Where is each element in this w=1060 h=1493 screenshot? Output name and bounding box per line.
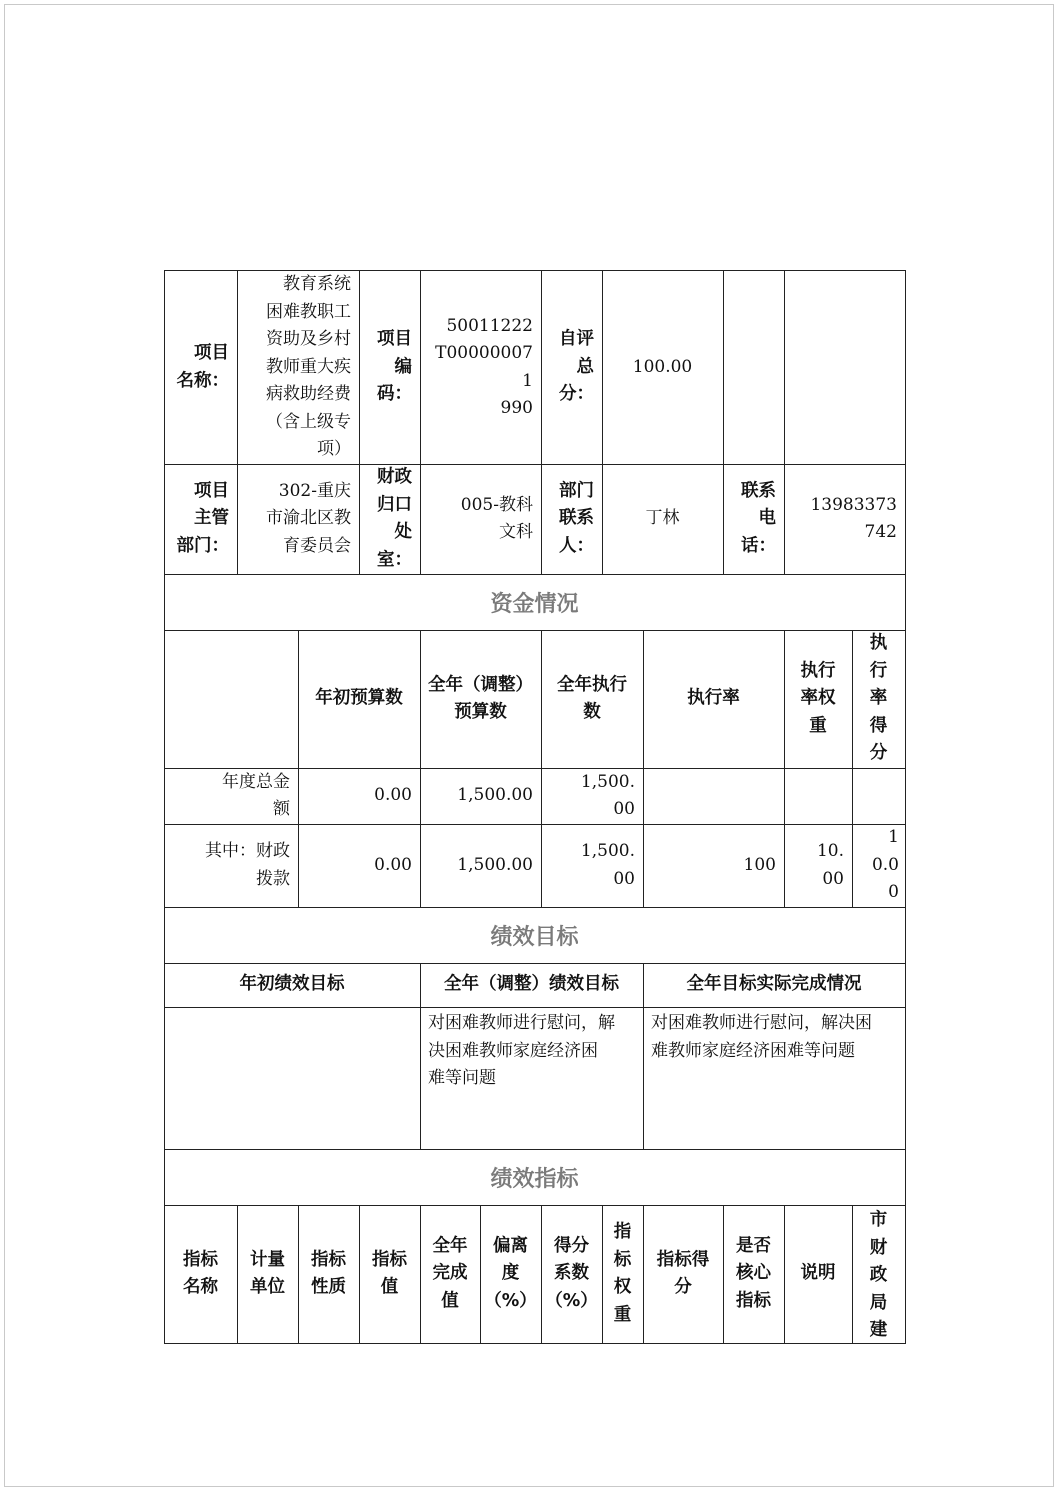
table-border-vertical <box>723 270 724 575</box>
goals-header-actual: 全年目标实际完成情况 <box>686 974 862 995</box>
project-code-value: 50011222 T000000071 990 <box>435 315 533 418</box>
indicator-header-unit: 计量 单位 <box>250 1249 285 1297</box>
table-border-horizontal <box>164 1205 906 1206</box>
table-border-vertical <box>541 270 542 575</box>
table-border-horizontal <box>164 1007 906 1008</box>
goals-actual-text: 对困难教师进行慰问，解决困 难教师家庭经济困难等问题 <box>651 1013 872 1061</box>
table-border-horizontal <box>164 464 906 465</box>
table-border-horizontal <box>164 963 906 964</box>
goals-section-title: 绩效目标 <box>490 924 579 950</box>
funds-row-total-adjusted: 1,500.00 <box>457 785 533 806</box>
indicator-header-score: 指标得 分 <box>656 1249 710 1297</box>
table-border-vertical <box>480 1205 481 1344</box>
table-border-vertical <box>420 963 421 1150</box>
indicator-header-core: 是否 核心 指标 <box>736 1235 771 1311</box>
funds-row-fiscal-rate: 100 <box>743 854 776 875</box>
table-border-vertical <box>541 630 542 908</box>
table-border-vertical <box>905 270 906 1344</box>
finance-office-value: 005-教科 文科 <box>460 494 533 542</box>
table-border-vertical <box>643 963 644 1150</box>
funds-header-executed: 全年执行 数 <box>557 674 627 722</box>
funds-header-rate: 执行率 <box>687 688 740 709</box>
table-border-vertical <box>643 1205 644 1344</box>
project-name-label: 项目 名称： <box>176 343 229 391</box>
table-border-horizontal <box>164 574 906 575</box>
goals-initial-text <box>164 1007 420 1149</box>
indicator-header-name: 指标 名称 <box>183 1249 218 1297</box>
table-border-vertical <box>420 630 421 908</box>
table-border-horizontal <box>164 1149 906 1150</box>
funds-row-total-executed: 1,500. 00 <box>580 771 635 819</box>
goals-header-initial: 年初绩效目标 <box>239 974 345 995</box>
funds-row-fiscal-adjusted: 1,500.00 <box>457 854 533 875</box>
self-score-value: 100.00 <box>632 356 693 377</box>
table-border-vertical <box>723 1205 724 1344</box>
indicator-header-deviation: 偏离 度 （%） <box>484 1235 537 1311</box>
funds-row-total-label: 年度总金 额 <box>222 771 290 819</box>
indicator-header-weight: 指 标 权 重 <box>613 1222 632 1325</box>
indicator-header-finance-bureau: 市 财 政 局 建 <box>869 1210 888 1340</box>
funds-row-fiscal-executed: 1,500. 00 <box>580 841 635 889</box>
funds-section-title: 资金情况 <box>490 591 579 617</box>
table-border-vertical <box>784 630 785 908</box>
goals-header-adjusted: 全年（调整）绩效目标 <box>444 974 619 995</box>
funds-row-fiscal-weight: 10. 00 <box>816 841 844 889</box>
table-border-vertical <box>643 630 644 908</box>
table-border-vertical <box>852 1205 853 1344</box>
department-label: 项目 主管 部门： <box>176 480 229 556</box>
phone-label: 联系 电 话： <box>741 480 776 556</box>
table-border-vertical <box>298 630 299 908</box>
indicator-header-completed: 全年 完成 值 <box>432 1235 468 1311</box>
table-border-vertical <box>852 630 853 908</box>
project-name-value: 教育系统 困难教职工 资助及乡村 教师重大疾 病救助经费 （含上级专 项） <box>266 274 351 460</box>
table-border-vertical <box>784 270 785 575</box>
funds-header-weight: 执行 率权 重 <box>800 660 836 736</box>
table-border-vertical <box>602 270 603 575</box>
funds-header-adjusted: 全年（调整） 预算数 <box>428 674 533 722</box>
indicator-header-note: 说明 <box>800 1263 836 1284</box>
self-score-label: 自评 总 分： <box>559 329 594 405</box>
table-border-vertical <box>420 270 421 575</box>
funds-row-fiscal-label: 其中：财政 拨款 <box>205 841 290 889</box>
indicator-header-coefficient: 得分 系数 （%） <box>545 1235 598 1311</box>
funds-row-total-initial: 0.00 <box>374 785 412 806</box>
table-border-horizontal <box>164 824 906 825</box>
indicators-section-title: 绩效指标 <box>490 1166 579 1192</box>
funds-header-score: 执 行 率 得 分 <box>869 633 888 764</box>
phone-value: 13983373 742 <box>810 494 897 542</box>
table-border-vertical <box>602 1205 603 1344</box>
funds-header-initial: 年初预算数 <box>315 688 403 709</box>
project-code-label: 项目 编 码： <box>377 329 412 405</box>
table-border-vertical <box>164 270 165 1344</box>
finance-office-label: 财政 归口 处 室： <box>377 467 412 570</box>
table-border-horizontal <box>164 907 906 908</box>
department-value: 302-重庆 市渝北区教 育委员会 <box>266 480 351 556</box>
contact-person-label: 部门 联系 人： <box>559 480 594 556</box>
funds-row-fiscal-score: 1 0.0 0 <box>871 827 899 903</box>
table-border-vertical <box>359 270 360 575</box>
table-border-horizontal <box>164 768 906 769</box>
contact-person-value: 丁林 <box>645 508 680 529</box>
table-border-horizontal <box>164 270 906 271</box>
table-border-horizontal <box>164 630 906 631</box>
table-border-vertical <box>784 1205 785 1344</box>
table-border-horizontal <box>164 1343 906 1344</box>
table-border-vertical <box>237 270 238 575</box>
indicator-header-value: 指标 值 <box>372 1249 407 1297</box>
table-border-vertical <box>298 1205 299 1344</box>
funds-row-fiscal-initial: 0.00 <box>374 854 412 875</box>
goals-adjusted-text: 对困难教师进行慰问，解 决困难教师家庭经济困 难等问题 <box>428 1013 615 1088</box>
table-border-vertical <box>237 1205 238 1344</box>
table-border-vertical <box>420 1205 421 1344</box>
indicator-header-nature: 指标 性质 <box>311 1249 346 1297</box>
table-border-vertical <box>541 1205 542 1344</box>
table-border-vertical <box>359 1205 360 1344</box>
